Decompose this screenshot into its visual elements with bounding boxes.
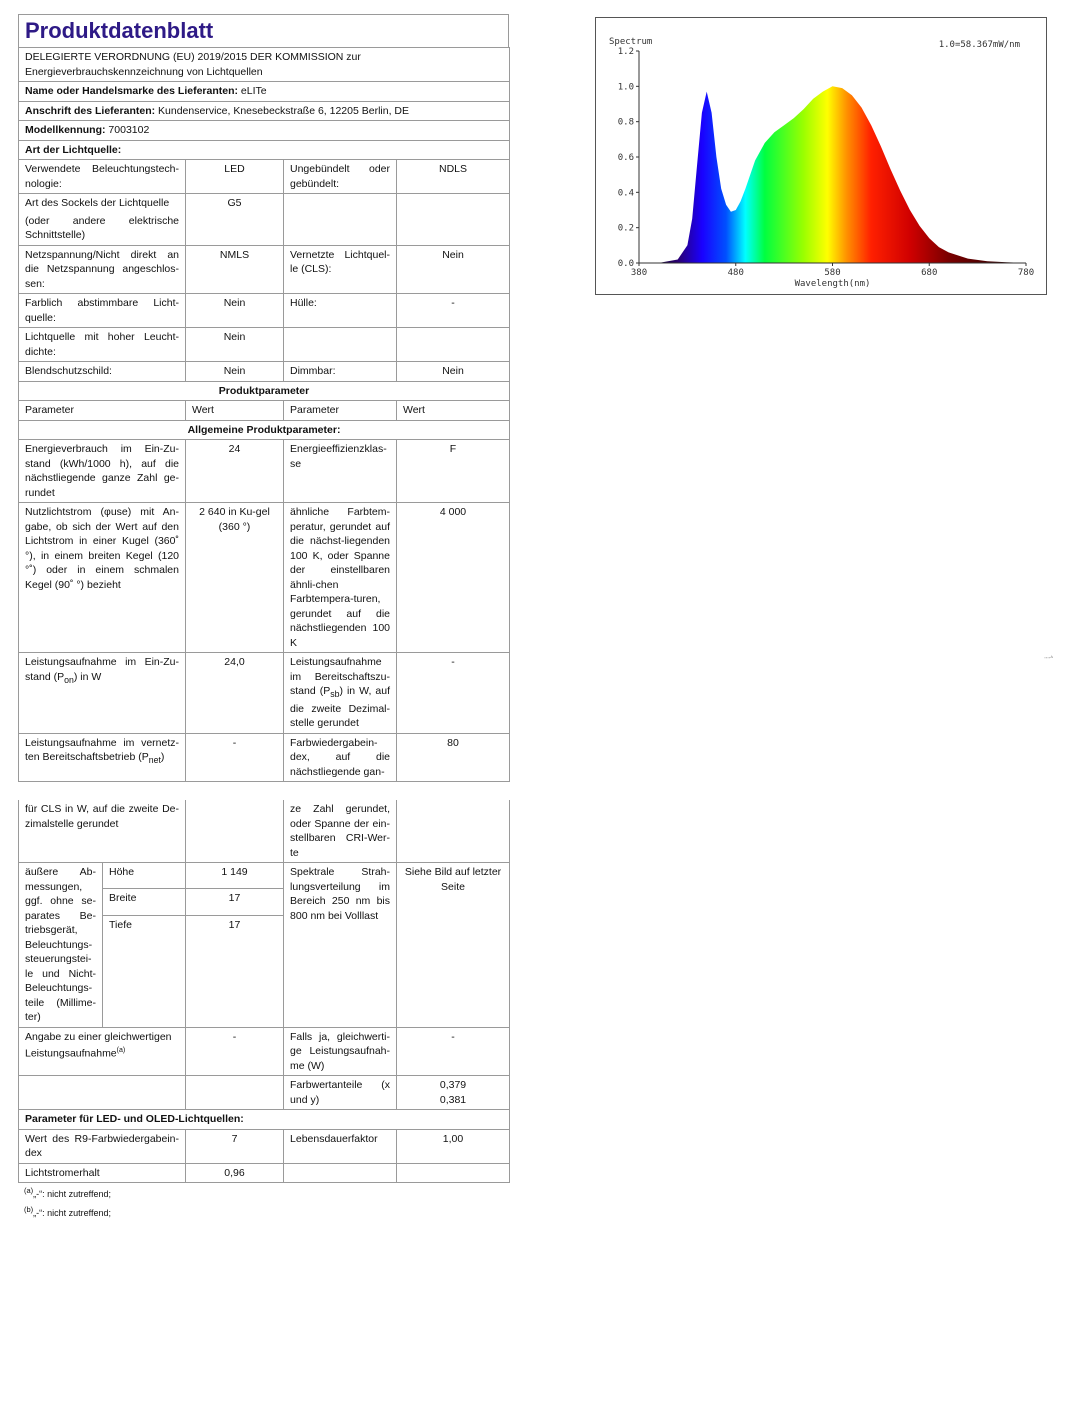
datasheet-table-1 — [18, 47, 510, 782]
x-tick-label: 580 — [824, 268, 841, 278]
datasheet-part-2 — [18, 800, 509, 1221]
datasheet-part-1 — [18, 14, 509, 782]
y-tick-label: 0.6 — [617, 153, 634, 163]
section-product-parameters: Produktparameter — [19, 381, 510, 401]
table-row: Leistungsaufnahme im Ein-Zu-stand $(P_{on})$ in W 24,0 Leistungsaufnahme im Bereitschaftszu-stand $(P_{sb})$ in W, auf die zweite Dezimal-stelle gerundet - — [19, 653, 510, 734]
x-axis-label: Wavelength(nm) — [794, 279, 871, 289]
table-row: Lichtstromerhalt 0,96 — [19, 1163, 510, 1183]
table-row: Breite 17 — [19, 889, 510, 915]
x-tick-label: 480 — [727, 268, 744, 278]
table-row: Tiefe 17 — [19, 915, 510, 1027]
spectrum-area — [639, 86, 1026, 263]
table-row: Nutzlichtstrom (φuse) mit An-gabe, ob sich der Wert auf den Lichtstrom in einer Kugel (360˚ °), in einem breiten Kegel (120 °˚) oder in einem schmalen Kegel (90˚ °) bezieht 2 640 in Ku-gel (360 °) ähnliche Farbtem-peratur, gerundet auf die nächst-liegenden 100 K, oder Spanne der einstellbaren ähnli-chen Farbtempera-turen, gerundet auf die nächstliegenden 100 K 4 000 — [19, 503, 510, 653]
table-row: Farbwertanteile (x und y) 0,379 0,381 — [19, 1076, 510, 1110]
dimensions-label: äußere Ab-messungen, ggf. ohne se-parates Be-triebsgerät, Beleuchtungs-steuerungstei-le und Nicht-Beleuchtungs-teile (Millime-ter) — [19, 863, 103, 1028]
spectrum-chart — [595, 17, 1047, 295]
y-tick-label: 0.8 — [617, 117, 634, 128]
table-row: Blendschutzschild: Nein Dimmbar: Nein — [19, 362, 510, 382]
address-value: Kundenservice, Knesebeckstraße 6, 12205 Berlin, DE — [158, 104, 410, 117]
x-tick-label: 780 — [1017, 268, 1035, 278]
table-row: Wert des R9-Farbwiedergabein-dex 7 Lebensdauerfaktor 1,00 — [19, 1129, 510, 1163]
footnote-a: $^{(a)}$„-“: nicht zutreffend; — [24, 1186, 112, 1199]
x-tick-label: 680 — [921, 268, 938, 278]
table-row: Farblich abstimmbare Licht-quelle: Nein Hülle: - — [19, 294, 510, 328]
table-row: Angabe zu einer gleichwertigen Leistungsaufnahme$^{(a)}$ - Falls ja, gleichwerti-ge Leistungsaufnah-me (W) - — [19, 1027, 510, 1076]
table-row: Energieverbrauch im Ein-Zu-stand (kWh/1000 h), auf die nächstliegende ganze Zahl ge-rundet 24 Energieeffizienzklas-se F — [19, 440, 510, 503]
model-row: Modellkennung: 7003102 — [19, 121, 510, 141]
x-tick-label: 380 — [630, 268, 648, 278]
column-header-row: Parameter Wert Parameter Wert — [19, 401, 510, 421]
address-row: Anschrift des Lieferanten: Kundenservice, Knesebeckstraße 6, 12205 Berlin, DE — [19, 101, 510, 121]
table-row: Leistungsaufnahme im vernetz-ten Bereitschaftsbetrieb $(P_{net})$ - Farbwiedergabein-dex, auf die nächstliegende gan- 80 — [19, 733, 510, 782]
datasheet-table-2 — [18, 800, 510, 1183]
spectrum-svg — [596, 18, 1046, 294]
y-tick-label: 1.2 — [617, 47, 634, 57]
table-row: für CLS in W, auf die zweite De-zimalstelle gerundet ze Zahl gerundet, oder Spanne der ein-stellbaren CRI-Wer-te — [19, 800, 510, 863]
model-value: 7003102 — [108, 124, 150, 136]
table-row: äußere Ab-messungen, ggf. ohne se-parates Be-triebsgerät, Beleuchtungs-steuerungstei-le und Nicht-Beleuchtungs-teile (Millime-ter) Höhe 1 149 Spektrale Strah-lungsverteilung im Bereich 250 nm bis 800 nm bei Volllast Siehe Bild auf letzter Seite — [19, 863, 510, 889]
table-row: Netzspannung/Nicht direkt an die Netzspannung angeschlos-sen: NMLS Vernetzte Lichtquel-le (CLS): Nein — [19, 245, 510, 294]
supplier-row: Name oder Handelsmarke des Lieferanten: eLITe — [19, 82, 510, 102]
chart-title: Spectrum — [609, 37, 653, 47]
y-tick-label: 0.2 — [617, 223, 634, 234]
light-source-heading: Art der Lichtquelle: — [19, 140, 510, 160]
section-led-parameters: Parameter für LED- und OLED-Lichtquellen: — [19, 1110, 510, 1130]
y-tick-label: 0.0 — [617, 259, 634, 269]
footnote-b: $^{(b)}$„-“: nicht zutreffend; — [24, 1205, 112, 1218]
table-row: Art des Sockels der Lichtquelle (oder andere elektrische Schnittstelle) G5 — [19, 194, 510, 246]
y-tick-label: 0.4 — [617, 188, 634, 199]
supplier-value: eLITe — [240, 85, 267, 97]
chart-annotation: 1.0=58.367mW/nm — [938, 40, 1020, 50]
table-row: Lichtquelle mit hoher Leucht-dichte: Nein — [19, 328, 510, 362]
table-row: Verwendete Beleuchtungstech-nologie: LED Ungebündelt oder gebündelt: NDLS — [19, 160, 510, 194]
section-general-parameters: Allgemeine Produktparameter: — [19, 420, 510, 440]
stray-mark: ᠁ᐞ — [1043, 655, 1054, 662]
page-title: Produktdatenblatt — [18, 14, 509, 47]
regulation-text: DELEGIERTE VERORDNUNG (EU) 2019/2015 DER KOMMISSION zur Energieverbrauchskennzeichnung von Lichtquellen — [19, 48, 510, 82]
y-tick-label: 1.0 — [617, 82, 634, 93]
